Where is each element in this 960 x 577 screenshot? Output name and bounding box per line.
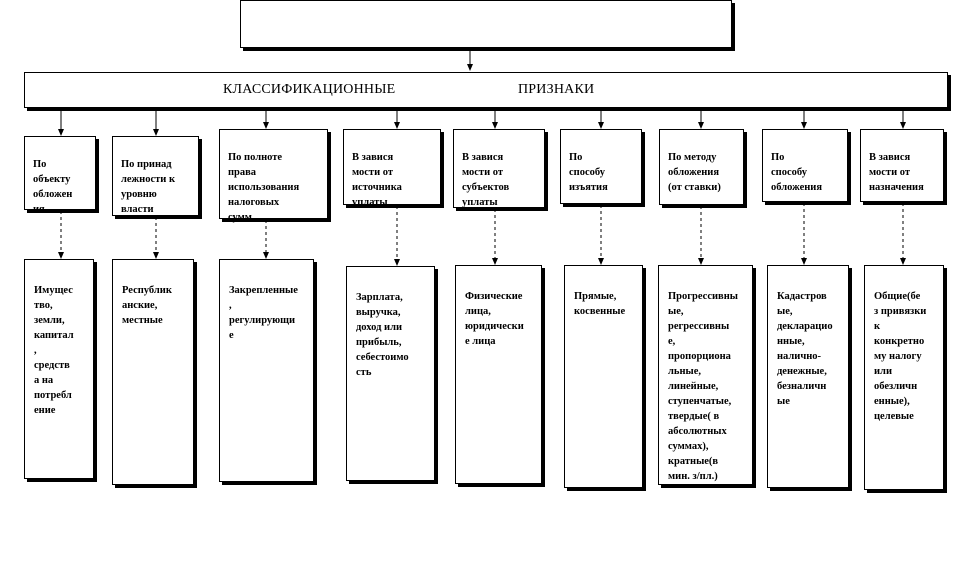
value-box-1 — [24, 259, 94, 479]
value-box-9 — [864, 265, 944, 490]
criterion-box-1 — [24, 136, 96, 215]
criterion-box-7 — [659, 129, 744, 205]
criterion-box-2 — [112, 136, 199, 216]
value-box-8 — [767, 265, 849, 488]
value-text: Общие(бе з привязки к конкретно му налогу или обезличн енные), целевые — [874, 291, 927, 422]
value-box-2 — [112, 259, 194, 485]
value-text: Зарплата, выручка, доход или прибыль, себестоимо сть — [356, 292, 409, 378]
criterion-text: В завися мости от субъектов уплаты — [462, 152, 510, 208]
value-text: Кадастров ые, декларацио нные, налично- денежные, безналичн ые — [777, 291, 833, 407]
criterion-box-9 — [860, 129, 944, 202]
criterion-box-4 — [343, 129, 441, 208]
header-word-features: ПРИЗНАКИ — [518, 82, 595, 97]
criterion-box-5 — [453, 129, 545, 208]
value-box-7 — [658, 265, 753, 485]
criterion-text: По способу обложения — [771, 152, 823, 193]
criterion-text: В завися мости от назначения — [869, 152, 924, 193]
criterion-box-8 — [762, 129, 848, 202]
value-box-6 — [564, 265, 643, 488]
criterion-text: По методу обложения (от ставки) — [668, 152, 721, 193]
value-box-5 — [455, 265, 542, 484]
value-box-3 — [219, 259, 314, 482]
value-text: Физические лица, юридически е лица — [465, 291, 524, 347]
value-text: Прогрессивны ые, регрессивны е, пропорциона льные, линейные, ступенчатые, твердые( в абсолютных суммах), кратные(в мин. з/пл.) — [668, 291, 738, 482]
criterion-box-6 — [560, 129, 642, 204]
value-text: Республик анские, местные — [122, 285, 172, 326]
value-box-4 — [346, 266, 435, 481]
criterion-text: В завися мости от источника уплаты — [352, 152, 402, 208]
header-word-classification: КЛАССИФИКАЦИОННЫЕ — [223, 82, 396, 97]
value-text: Закрепленные , регулирующи е — [229, 285, 298, 341]
criterion-box-3 — [219, 129, 328, 223]
criterion-text: По способу изъятия — [569, 152, 608, 193]
value-text: Имущес тво, земли, капитал , средств а на потребл ение — [34, 285, 74, 416]
classification-header-box — [24, 72, 948, 108]
value-text: Прямые, косвенные — [574, 291, 626, 317]
criterion-text: По полноте права использования налоговых сумм — [228, 152, 300, 223]
title-box — [240, 0, 732, 48]
criterion-text: По объекту обложен ия — [33, 159, 73, 215]
criterion-text: По принад лежности к уровню власти — [121, 159, 176, 215]
